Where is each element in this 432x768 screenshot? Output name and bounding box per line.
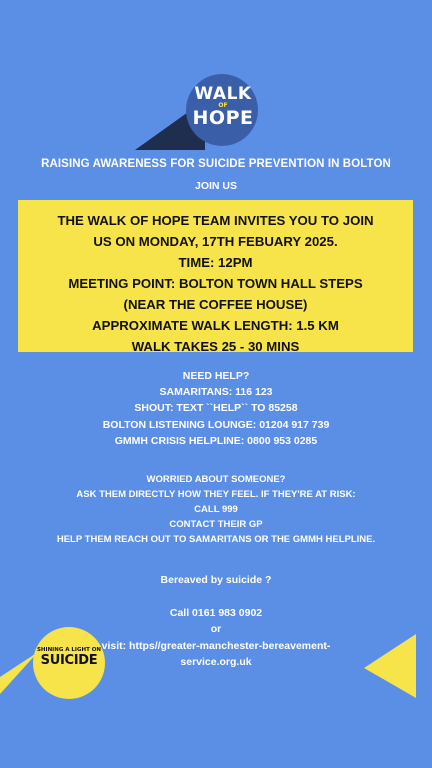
bereaved-call: Call 0161 983 0902 xyxy=(169,606,263,619)
bereaved-visit-line2: service.org.uk xyxy=(180,656,252,668)
event-line-length: APPROXIMATE WALK LENGTH: 1.5 KM xyxy=(92,318,339,333)
help-gmmh: GMMH CRISIS HELPLINE: 0800 953 0285 xyxy=(114,434,318,447)
worried-gp: CONTACT THEIR GP xyxy=(169,519,263,530)
event-line-meeting-point: MEETING POINT: BOLTON TOWN HALL STEPS xyxy=(68,276,363,291)
worried-ask: ASK THEM DIRECTLY HOW THEY FEEL. IF THEY'RE AT RISK: xyxy=(76,489,356,500)
join-us-heading: JOIN US xyxy=(194,180,237,192)
help-heading: NEED HELP? xyxy=(182,370,250,382)
event-line-invite: THE WALK OF HOPE TEAM INVITES YOU TO JOIN xyxy=(57,213,374,228)
event-details-box xyxy=(18,200,413,352)
event-line-time: TIME: 12PM xyxy=(178,255,253,270)
campaign-tagline: RAISING AWARENESS FOR SUICIDE PREVENTION IN BOLTON xyxy=(41,158,391,170)
worried-call: CALL 999 xyxy=(194,504,238,515)
event-line-landmark: (NEAR THE COFFEE HOUSE) xyxy=(123,297,308,312)
sls-logo-beam xyxy=(0,652,38,694)
yellow-triangle-decoration xyxy=(360,632,420,702)
help-samaritans: SAMARITANS: 116 123 xyxy=(159,386,273,399)
logo-text xyxy=(188,86,258,128)
logo-line-hope: HOPE xyxy=(192,107,254,129)
sls-logo-line1: SHINING A LIGHT ON xyxy=(36,647,102,653)
sls-logo-line2: SUICIDE xyxy=(40,652,98,668)
event-line-duration: WALK TAKES 25 - 30 MINS xyxy=(131,339,300,354)
worried-section xyxy=(0,472,432,547)
logo-line-walk: WALK xyxy=(194,84,252,104)
sls-logo-text xyxy=(35,648,103,667)
bereaved-or: or xyxy=(210,623,222,635)
event-line-date: US ON MONDAY, 17TH FEBUARY 2025. xyxy=(93,234,338,249)
help-section xyxy=(0,368,432,449)
logo-line-of: OF xyxy=(218,102,228,109)
yellow-triangle-shape xyxy=(364,634,416,698)
bereaved-visit-line1: visit: https//greater-manchester-bereavement- xyxy=(101,639,331,652)
worried-reach-out: HELP THEM REACH OUT TO SAMARITANS OR THE GMMH HELPLINE. xyxy=(56,534,376,545)
help-bolton-lounge: BOLTON LISTENING LOUNGE: 01204 917 739 xyxy=(102,418,330,431)
bereaved-heading: Bereaved by suicide ? xyxy=(160,574,272,586)
help-shout: SHOUT: TEXT ``HELP`` TO 85258 xyxy=(134,402,298,415)
walk-of-hope-logo xyxy=(0,0,432,150)
worried-heading: WORRIED ABOUT SOMEONE? xyxy=(146,474,286,485)
